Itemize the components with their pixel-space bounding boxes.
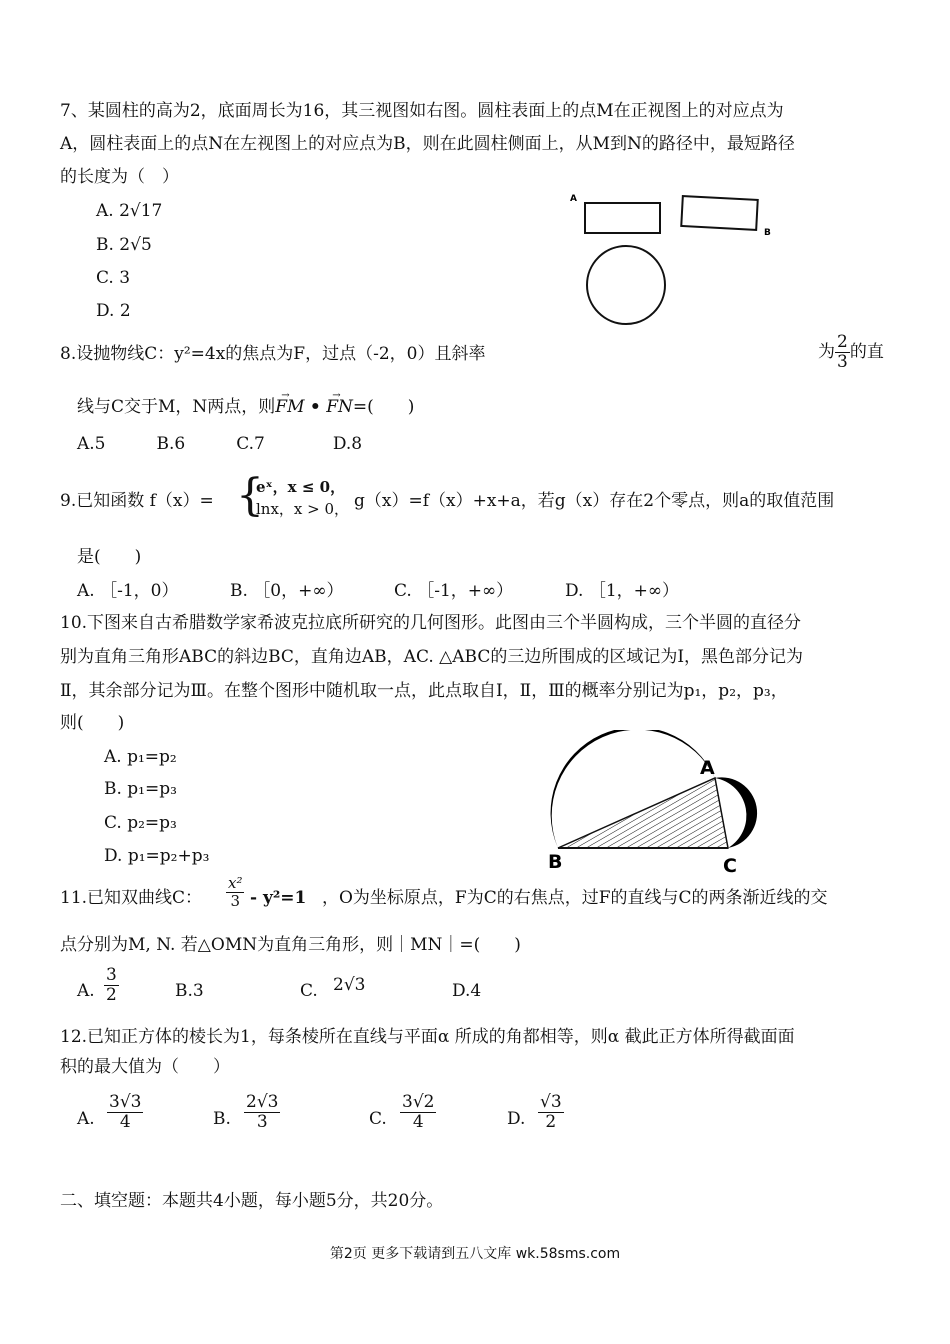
q8-slope-prefix: 为 bbox=[818, 342, 835, 362]
q10-option-c: C. p₂=p₃ bbox=[104, 813, 177, 833]
q10-option-d: D. p₁=p₂+p₃ bbox=[104, 846, 210, 866]
case-2: lnx，x > 0， bbox=[256, 500, 350, 518]
q12-option-c-frac bbox=[400, 1093, 436, 1131]
q10-option-a: A. p₁=p₂ bbox=[104, 747, 177, 767]
q12-option-d-frac bbox=[538, 1093, 564, 1131]
q11-lead: 11.已知双曲线C： bbox=[60, 888, 203, 908]
q8-line2 bbox=[77, 396, 414, 418]
q12-option-a-frac bbox=[107, 1093, 143, 1131]
q12-option-c-label: C. bbox=[369, 1109, 387, 1129]
q7-option-c: C. 3 bbox=[96, 268, 131, 288]
triangle-abc bbox=[558, 778, 728, 848]
section-2-heading: 二、填空题：本题共4小题，每小题5分，共20分。 bbox=[60, 1191, 444, 1211]
page-footer: 第2页 更多下载请到五八文库 wk.58sms.com bbox=[329, 1246, 621, 1262]
q11-tail: ，O为坐标原点，F为C的右焦点，过F的直线与C的两条渐近线的交 bbox=[322, 888, 828, 908]
q11-option-c-label: C. bbox=[300, 981, 318, 1001]
q7-option-b: B. 2√5 bbox=[96, 235, 152, 255]
q12-a-num: 3√3 bbox=[109, 1092, 142, 1112]
fig-label-a: A bbox=[570, 194, 577, 204]
q9-option-c: C. ［-1，+∞） bbox=[394, 581, 514, 601]
q12-b-num: 2√3 bbox=[246, 1092, 279, 1112]
q12-d-den: 2 bbox=[545, 1111, 557, 1132]
q9-option-b: B. ［0，+∞） bbox=[230, 581, 344, 601]
point-c-label: C bbox=[723, 855, 737, 877]
front-view-rect bbox=[585, 203, 660, 233]
q9-option-d: D. ［1，+∞） bbox=[565, 581, 680, 601]
three-view-figure bbox=[560, 185, 790, 335]
q12-line1: 12.已知正方体的棱长为1，每条棱所在直线与平面α 所成的角都相等，则α 截此正方体所得截面面 bbox=[60, 1027, 795, 1047]
q11-option-d: D.4 bbox=[452, 981, 482, 1001]
q7-line2: A，圆柱表面上的点N在左视图上的对应点为B，则在此圆柱侧面上，从M到N的路径中，最短路径 bbox=[60, 134, 795, 154]
q11-mid: - y²=1 bbox=[250, 888, 307, 908]
q11-a-num: 3 bbox=[106, 965, 117, 985]
point-b-label: B bbox=[548, 851, 563, 873]
q9-lead: 9.已知函数 f（x）= bbox=[60, 491, 214, 511]
q11-option-c-value: 2√3 bbox=[333, 975, 366, 995]
slope-fraction bbox=[835, 333, 850, 371]
hippocrates-lune-figure bbox=[540, 730, 780, 880]
q12-a-den: 4 bbox=[119, 1111, 131, 1132]
q11-frac-den: 3 bbox=[230, 891, 241, 910]
q8-line2-pre: 线与C交于M，N两点，则 bbox=[77, 397, 276, 417]
q12-d-num: √3 bbox=[540, 1092, 562, 1112]
q8-slope bbox=[818, 330, 884, 374]
left-brace: { bbox=[236, 470, 264, 521]
q8-line2-post: =( ) bbox=[352, 397, 415, 417]
q9-option-a: A. ［-1，0） bbox=[77, 581, 179, 601]
q10-line2: 别为直角三角形ABC的斜边BC，直角边AB，AC. △ABC的三边所围成的区域记为Ⅰ，黑色部分记为 bbox=[60, 647, 804, 667]
q8-slope-suffix: 的直 bbox=[849, 342, 884, 362]
q11-line2: 点分别为M, N. 若△OMN为直角三角形，则｜MN｜=( ) bbox=[60, 935, 521, 955]
side-view-rect bbox=[681, 196, 757, 230]
q12-option-b-frac bbox=[244, 1093, 280, 1131]
q12-option-a-label: A. bbox=[77, 1109, 95, 1129]
q7-line1: 7、某圆柱的高为2，底面周长为16，其三视图如右图。圆柱表面上的点M在正视图上的对应点为 bbox=[60, 101, 784, 121]
q12-line2: 积的最大值为（ ） bbox=[60, 1057, 230, 1077]
q12-b-den: 3 bbox=[256, 1111, 268, 1132]
slope-num: 2 bbox=[837, 332, 848, 353]
fig-label-b: B bbox=[764, 228, 771, 238]
q12-option-b-label: B. bbox=[213, 1109, 231, 1129]
q11-option-b: B.3 bbox=[175, 981, 204, 1001]
q12-c-den: 4 bbox=[412, 1111, 424, 1132]
q10-line1: 10.下图来自古希腊数学家希波克拉底所研究的几何图形。此图由三个半圆构成，三个半圆的直径分 bbox=[60, 613, 802, 633]
top-view-circle bbox=[587, 246, 665, 324]
q9-tail: g（x）=f（x）+x+a，若g（x）存在2个零点，则a的取值范围 bbox=[354, 491, 835, 511]
q9-line2: 是( ) bbox=[77, 547, 142, 567]
q10-line4: 则( ) bbox=[60, 713, 125, 733]
q12-option-d-label: D. bbox=[507, 1109, 526, 1129]
vector-fn: → FN bbox=[326, 396, 353, 418]
q7-option-d: D. 2 bbox=[96, 301, 131, 321]
dot-product: • bbox=[309, 397, 321, 417]
q10-line3: Ⅱ，其余部分记为Ⅲ。在整个图形中随机取一点，此点取自Ⅰ，Ⅱ，Ⅲ的概率分别记为p₁，p₂，p₃， bbox=[60, 681, 788, 701]
slope-den: 3 bbox=[837, 352, 848, 372]
q10-option-b: B. p₁=p₃ bbox=[104, 779, 177, 799]
q11-a-den: 2 bbox=[106, 984, 117, 1005]
q12-c-num: 3√2 bbox=[402, 1092, 435, 1112]
q11-frac-num: x² bbox=[228, 874, 243, 892]
q7-line3: 的长度为（ ） bbox=[60, 167, 179, 187]
vector-fm: → FM bbox=[275, 396, 304, 418]
q11-option-a-label: A. bbox=[77, 981, 95, 1001]
case-1: eˣ，x ≤ 0， bbox=[256, 478, 346, 496]
q9-cases bbox=[256, 476, 349, 520]
q8-options: A.5 B.6 C.7 D.8 bbox=[77, 434, 363, 454]
q11-option-a-frac bbox=[104, 966, 119, 1004]
point-a-label: A bbox=[700, 757, 715, 779]
q7-option-a: A. 2√17 bbox=[96, 201, 163, 221]
q8-line1: 8.设抛物线C：y²=4x的焦点为F，过点（-2，0）且斜率 bbox=[60, 344, 486, 364]
q11-fraction bbox=[226, 875, 244, 909]
